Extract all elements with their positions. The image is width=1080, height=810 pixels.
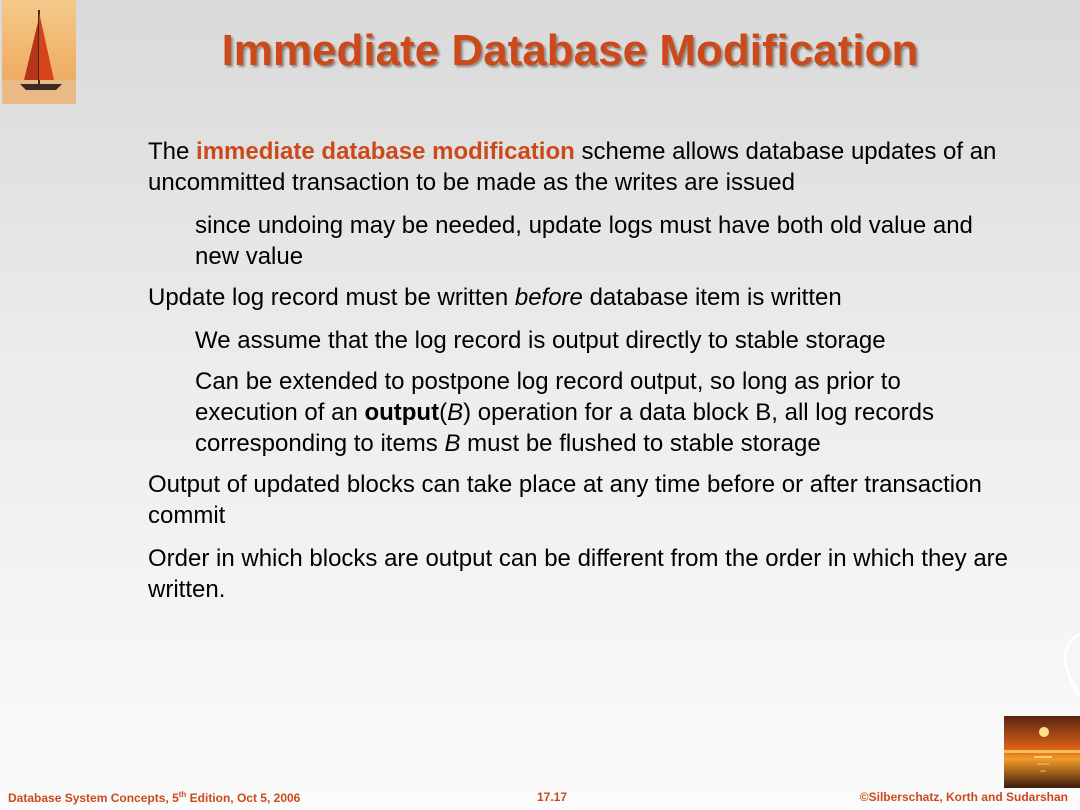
text-run: Edition, Oct 5, 2006 bbox=[186, 791, 301, 805]
bullet-output-order: Order in which blocks are output can be different from the order in which they are written. bbox=[148, 545, 1009, 603]
text-run: The bbox=[148, 138, 197, 165]
text-run: Can be extended to postpone log record output, so long as prior to execution of an bbox=[195, 368, 901, 426]
highlight-term: immediate database modification bbox=[196, 138, 575, 165]
var-b: B bbox=[444, 430, 461, 457]
sub-bullet-undo-logs: since undoing may be needed, update logs must have both old value and new value bbox=[195, 212, 973, 270]
output-keyword: output bbox=[364, 399, 440, 426]
sub-bullet-postpone-output bbox=[195, 366, 1008, 459]
footer-page-number: 17.17 bbox=[537, 790, 568, 804]
text-run: ( bbox=[439, 399, 448, 426]
footer-book-info bbox=[8, 790, 300, 805]
text-run: Update log record must be written bbox=[148, 284, 515, 311]
text-run: Database System Concepts, 5 bbox=[8, 791, 179, 805]
sub-bullet-stable-storage: We assume that the log record is output directly to stable storage bbox=[195, 327, 886, 354]
text-run: ) operation for a data block B, all log records corresponding to items bbox=[195, 399, 935, 457]
var-b: B bbox=[447, 399, 464, 426]
footer-copyright: ©Silberschatz, Korth and Sudarshan bbox=[859, 790, 1068, 804]
sunset-image-icon bbox=[1004, 716, 1080, 788]
text-run: scheme allows database updates of an uncommitted transaction to be made as the writes are issued bbox=[148, 138, 997, 196]
text-run: must be flushed to stable storage bbox=[460, 430, 821, 457]
sailboat-logo-icon bbox=[2, 0, 76, 104]
bullet-log-before-write bbox=[148, 282, 1008, 313]
bullet-immediate-modification bbox=[148, 136, 1008, 198]
slide-content bbox=[148, 136, 1008, 617]
slide-title: Immediate Database Modification bbox=[221, 26, 919, 75]
bullet-output-updated-blocks: Output of updated blocks can take place at any time before or after transaction commit bbox=[148, 471, 982, 529]
decorative-curve bbox=[1040, 630, 1080, 700]
emphasis-before: before bbox=[514, 284, 583, 311]
superscript: th bbox=[178, 790, 187, 799]
text-run: database item is written bbox=[582, 284, 842, 311]
